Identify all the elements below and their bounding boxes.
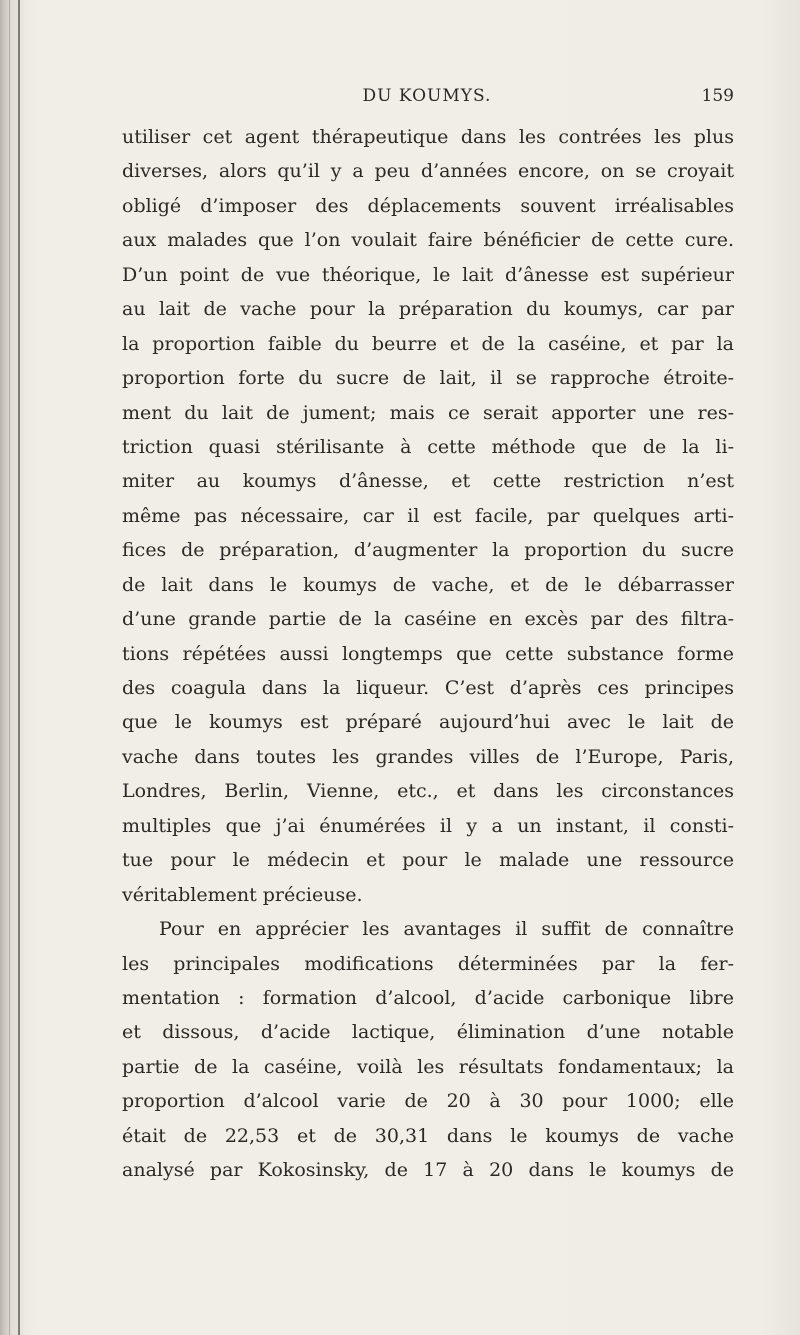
paragraph-start-line: Pour en apprécier les avantages il suffit de connaître [159, 918, 734, 941]
text-line: mentation : formation d’alcool, d’acide carbonique libre [122, 986, 734, 1009]
binding-gutter-line [18, 0, 20, 1335]
text-line: miter au koumys d’ânesse, et cette restriction n’est [122, 470, 734, 493]
text-line: la proportion faible du beurre et de la caséine, et par la [122, 332, 734, 355]
text-line: analysé par Kokosinsky, de 17 à 20 dans le koumys de [122, 1159, 734, 1182]
text-line: proportion d’alcool varie de 20 à 30 pour 1000; elle [122, 1090, 734, 1113]
text-line: même pas nécessaire, car il est facile, par quelques arti- [122, 504, 734, 527]
body-text [122, 120, 734, 1188]
text-line: était de 22,53 et de 30,31 dans le koumys de vache [122, 1124, 734, 1147]
text-line: que le koumys est préparé aujourd’hui avec le lait de [122, 711, 734, 734]
text-line: des coagula dans la liqueur. C’est d’après ces principes [122, 677, 734, 699]
page-number: 159 [701, 86, 734, 106]
text-line: Londres, Berlin, Vienne, etc., et dans les circonstances [122, 780, 734, 803]
text-line: D’un point de vue théorique, le lait d’ânesse est supérieur [122, 263, 734, 286]
paragraph-end-line: véritablement précieuse. [122, 883, 363, 906]
text-line: tions répétées aussi longtemps que cette substance forme [122, 642, 734, 665]
text-line: triction quasi stérilisante à cette méthode que de la li- [122, 435, 734, 458]
text-line: tue pour le médecin et pour le malade une ressource [122, 849, 734, 872]
text-line: vache dans toutes les grandes villes de l’Europe, Paris, [122, 745, 734, 768]
text-line: obligé d’imposer des déplacements souvent irréalisables [122, 194, 734, 217]
binding-edge-line [9, 0, 10, 1335]
text-line: multiples que j’ai énumérées il y a un instant, il consti- [122, 814, 734, 837]
text-line: et dissous, d’acide lactique, élimination d’une notable [122, 1021, 734, 1044]
text-line: fices de préparation, d’augmenter la proportion du sucre [122, 539, 734, 562]
text-line: les principales modifications déterminées par la fer- [122, 952, 734, 975]
text-line: proportion forte du sucre de lait, il se rapproche étroite- [122, 367, 734, 390]
text-line: ment du lait de jument; mais ce serait apporter une res- [122, 401, 734, 424]
running-title: DU KOUMYS. [362, 86, 492, 106]
text-line: utiliser cet agent thérapeutique dans les contrées les plus [122, 126, 734, 148]
text-line: d’une grande partie de la caséine en excès par des filtra- [122, 608, 734, 631]
text-line: au lait de vache pour la préparation du koumys, car par [122, 298, 734, 321]
text-line: diverses, alors qu’il y a peu d’années encore, on se croyait [122, 160, 734, 183]
text-line: aux malades que l’on voulait faire bénéficier de cette cure. [122, 229, 734, 252]
page-header [120, 86, 734, 110]
text-line: de lait dans le koumys de vache, et de le débarrasser [122, 573, 734, 596]
text-line: partie de la caséine, voilà les résultats fondamentaux; la [122, 1055, 734, 1078]
page-binding-shadow [0, 0, 26, 1335]
